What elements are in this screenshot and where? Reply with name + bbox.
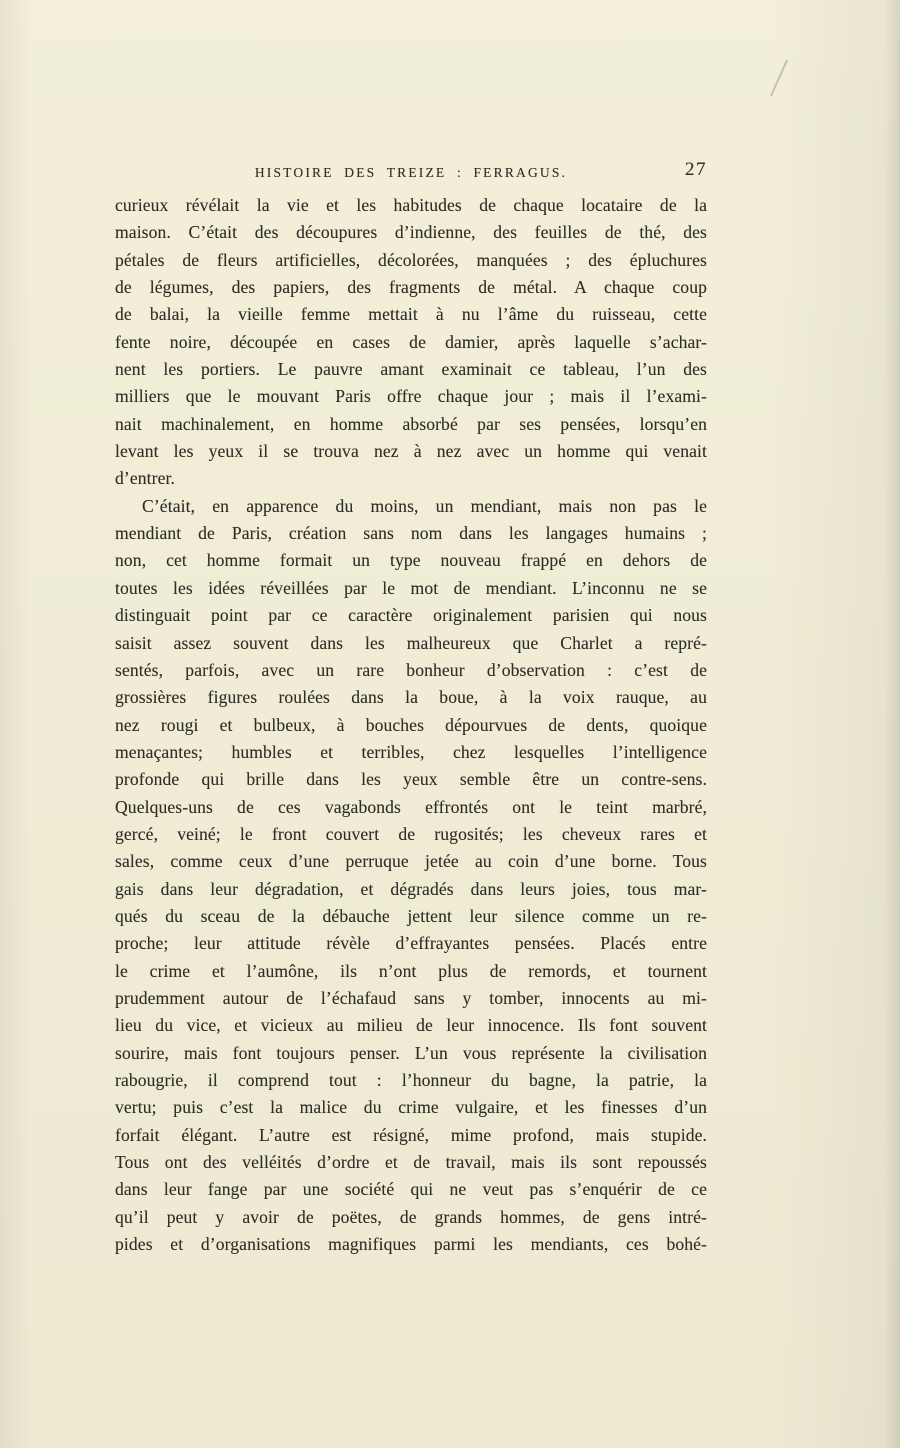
text-line: pides et d’organisations magnifiques parmi les mendiants, ces bohé- bbox=[115, 1234, 707, 1255]
text-line: levant les yeux il se trouva nez à nez avec un homme qui venait bbox=[115, 441, 707, 462]
text-line: C’était, en apparence du moins, un mendiant, mais non pas le bbox=[142, 495, 707, 516]
text-line: non, cet homme formait un type nouveau frappé en dehors de bbox=[115, 550, 707, 571]
text-line: maison. C’était des découpures d’indienne, des feuilles de thé, des bbox=[115, 222, 707, 243]
text-line: toutes les idées réveillées par le mot de mendiant. L’inconnu ne se bbox=[115, 577, 707, 598]
text-line: forfait élégant. L’autre est résigné, mime profond, mais stupide. bbox=[115, 1124, 707, 1145]
text-line: le crime et l’aumône, ils n’ont plus de remords, et tournent bbox=[115, 960, 707, 981]
text-line: Quelques-uns de ces vagabonds effrontés ont le teint marbré, bbox=[115, 796, 707, 817]
text-line: menaçantes; humbles et terribles, chez lesquelles l’intelligence bbox=[115, 741, 707, 762]
text-line: saisit assez souvent dans les malheureux que Charlet a repré- bbox=[115, 632, 707, 653]
text-line: sourire, mais font toujours penser. L’un vous représente la civilisation bbox=[115, 1042, 707, 1063]
text-line: vertu; puis c’est la malice du crime vulgaire, et les finesses d’un bbox=[115, 1097, 707, 1118]
text-line: Tous ont des velléités d’ordre et de travail, mais ils sont repoussés bbox=[115, 1152, 707, 1173]
text-line: gais dans leur dégradation, et dégradés dans leurs joies, tous mar- bbox=[115, 878, 707, 899]
scan-artifact bbox=[770, 59, 788, 96]
text-line: nez rougi et bulbeux, à bouches dépourvues de dents, quoique bbox=[115, 714, 707, 735]
text-line: qu’il peut y avoir de poëtes, de grands hommes, de gens intré- bbox=[115, 1206, 707, 1227]
page-body bbox=[115, 192, 707, 1258]
text-line: dans leur fange par une société qui ne veut pas s’enquérir de ce bbox=[115, 1179, 707, 1200]
text-line: curieux révélait la vie et les habitudes de chaque locataire de la bbox=[115, 195, 707, 215]
text-line: de légumes, des papiers, des fragments de métal. A chaque coup bbox=[115, 277, 707, 298]
text-line: milliers que le mouvant Paris offre chaque jour ; mais il l’exami- bbox=[115, 386, 707, 407]
text-line: d’entrer. bbox=[115, 468, 176, 489]
text-line: prudemment autour de l’échafaud sans y tomber, innocents au mi- bbox=[115, 987, 707, 1008]
page-number: 27 bbox=[685, 159, 707, 180]
paragraph bbox=[115, 493, 707, 1259]
text-line: qués du sceau de la débauche jettent leur silence comme un re- bbox=[115, 905, 707, 926]
page-header bbox=[115, 161, 707, 187]
text-line: sentés, parfois, avec un rare bonheur d’observation : c’est de bbox=[115, 659, 707, 680]
text-line: rabougrie, il comprend tout : l’honneur du bagne, la patrie, la bbox=[115, 1070, 707, 1090]
text-line: sales, comme ceux d’une perruque jetée au coin d’une borne. Tous bbox=[115, 851, 707, 872]
text-line: fente noire, découpée en cases de damier, après laquelle s’achar- bbox=[115, 331, 707, 352]
text-line: nait machinalement, en homme absorbé par ses pensées, lorsqu’en bbox=[115, 413, 707, 434]
text-line: nent les portiers. Le pauvre amant examinait ce tableau, l’un des bbox=[115, 359, 707, 380]
text-line: gercé, veiné; le front couvert de rugosités; les cheveux rares et bbox=[115, 823, 707, 844]
text-line: profonde qui brille dans les yeux semble être un contre-sens. bbox=[115, 769, 707, 790]
text-line: de balai, la vieille femme mettait à nu l’âme du ruisseau, cette bbox=[115, 304, 707, 325]
text-line: grossières figures roulées dans la boue, à la voix rauque, au bbox=[115, 687, 707, 708]
text-line: lieu du vice, et vicieux au milieu de leur innocence. Ils font souvent bbox=[115, 1015, 707, 1036]
text-line: distinguait point par ce caractère originalement parisien qui nous bbox=[115, 605, 707, 626]
running-title: HISTOIRE DES TREIZE : FERRAGUS. bbox=[254, 165, 568, 180]
text-line: mendiant de Paris, création sans nom dans les langages humains ; bbox=[115, 523, 707, 544]
paragraph bbox=[115, 192, 707, 493]
text-line: proche; leur attitude révèle d’effrayantes pensées. Placés entre bbox=[115, 933, 707, 954]
text-line: pétales de fleurs artificielles, décolorées, manquées ; des épluchures bbox=[115, 249, 707, 270]
